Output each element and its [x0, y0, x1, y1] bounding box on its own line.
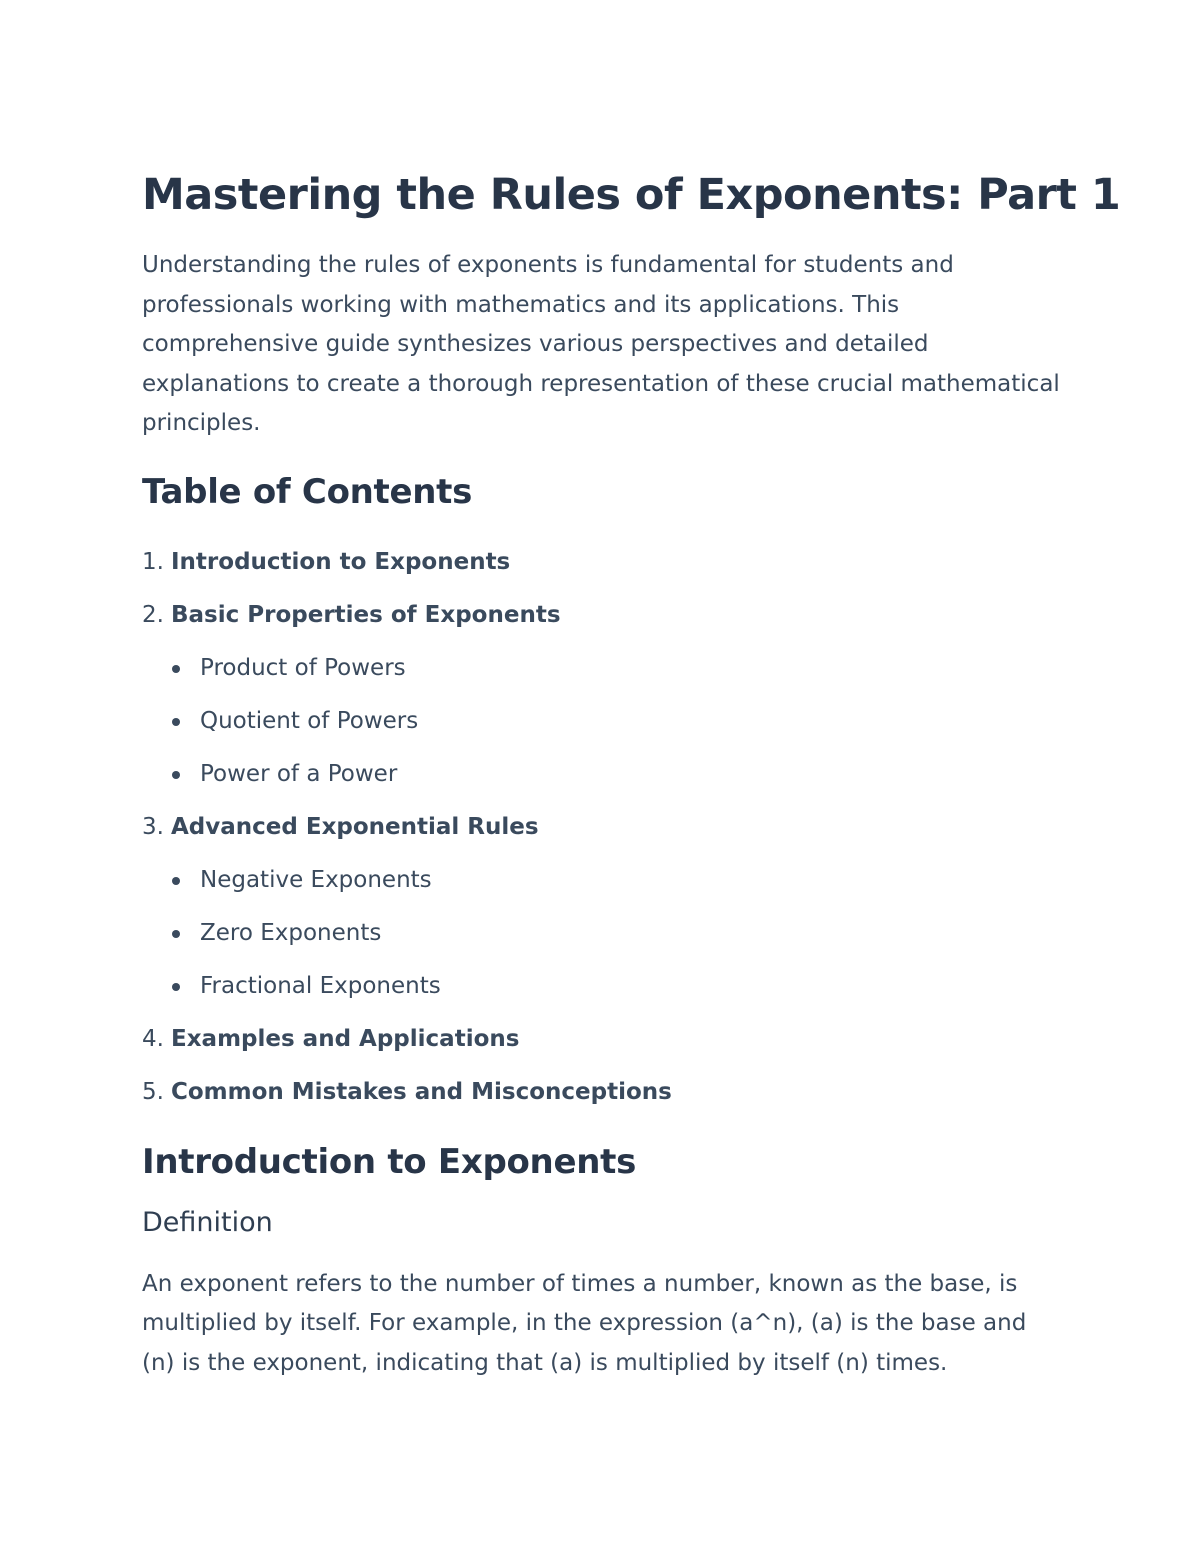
bullet-icon: [172, 877, 180, 885]
section-heading: Introduction to Exponents: [142, 1141, 637, 1182]
toc-item-number: 5.: [142, 1078, 164, 1105]
toc-link-common-mistakes[interactable]: Common Mistakes and Misconceptions: [171, 1078, 672, 1105]
table-of-contents: [142, 536, 1062, 1119]
toc-subitem-label: Negative Exponents: [200, 866, 432, 893]
toc-item: [142, 589, 1062, 801]
toc-subitem: [142, 854, 1062, 907]
toc-sublist: [142, 854, 1062, 1013]
toc-sublist: [142, 642, 1062, 801]
document-page: [142, 166, 1121, 1383]
toc-item: [142, 536, 1062, 589]
toc-item-number: 4.: [142, 1025, 164, 1052]
toc-item-number: 3.: [142, 813, 164, 840]
toc-subitem: [142, 695, 1062, 748]
bullet-icon: [172, 718, 180, 726]
toc-subitem-label: Fractional Exponents: [200, 972, 441, 999]
toc-subitem: [142, 907, 1062, 960]
toc-subitem: [142, 642, 1062, 695]
bullet-icon: [172, 930, 180, 938]
toc-heading: Table of Contents: [142, 471, 473, 512]
toc-subitem: [142, 960, 1062, 1013]
section-subheading: Definition: [142, 1206, 273, 1238]
toc-link-advanced-rules[interactable]: Advanced Exponential Rules: [171, 813, 539, 840]
toc-subitem: [142, 748, 1062, 801]
toc-item: [142, 1013, 1062, 1066]
toc-link-basic-properties[interactable]: Basic Properties of Exponents: [171, 601, 561, 628]
toc-item: [142, 801, 1062, 1013]
toc-item-number: 1.: [142, 548, 164, 575]
bullet-icon: [172, 771, 180, 779]
bullet-icon: [172, 665, 180, 673]
page-title: Mastering the Rules of Exponents: Part 1: [142, 170, 1121, 220]
toc-subitem-label: Zero Exponents: [200, 919, 382, 946]
toc-subitem-label: Quotient of Powers: [200, 707, 419, 734]
toc-link-examples[interactable]: Examples and Applications: [171, 1025, 520, 1052]
bullet-icon: [172, 983, 180, 991]
toc-subitem-label: Product of Powers: [200, 654, 406, 681]
toc-link-introduction[interactable]: Introduction to Exponents: [171, 548, 511, 575]
toc-subitem-label: Power of a Power: [200, 760, 398, 787]
toc-item: [142, 1066, 1062, 1119]
toc-item-number: 2.: [142, 601, 164, 628]
definition-paragraph: An exponent refers to the number of times a number, known as the base, is multiplied by itself. For example, in the expression (a^n), (a) is the base and (n) is the exponent, indicating that (a) is multiplied by itself (n) times.: [142, 1270, 1027, 1376]
intro-paragraph: Understanding the rules of exponents is fundamental for students and professionals working with mathematics and its applications. This comprehensive guide synthesizes various perspectives and detailed explanations to create a thorough representation of these crucial mathematical principles.: [142, 252, 1060, 436]
